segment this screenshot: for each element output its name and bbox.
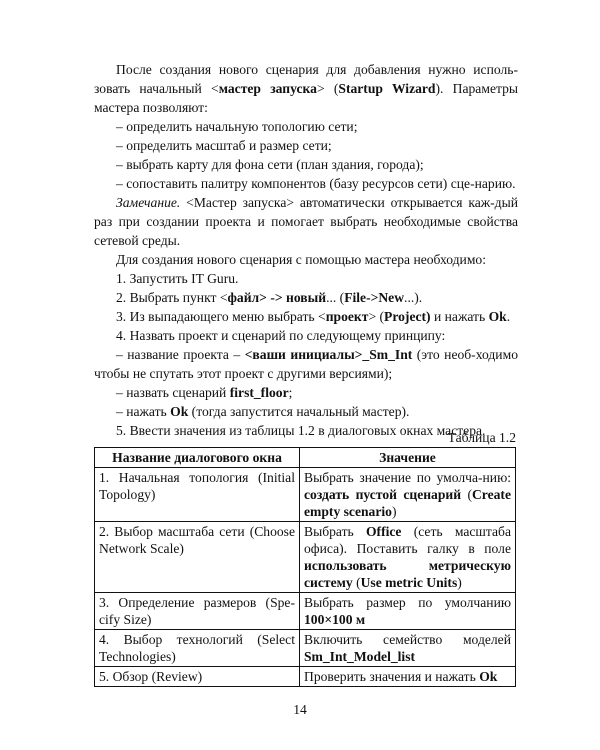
step-2: 2. Выбрать пункт <файл> -> новый... (File->New...). xyxy=(116,290,423,305)
table-cell-value: Включить семейство моделей Sm_Int_Model_list xyxy=(300,630,516,667)
table-header-row xyxy=(95,448,516,468)
table-cell-name: 4. Выбор технологий (Select Technologies) xyxy=(95,630,300,667)
wizard-settings-table xyxy=(94,447,516,687)
steps-intro: Для создания нового сценария с помощью мастера необходимо: xyxy=(116,252,487,267)
step-1: 1. Запустить IT Guru. xyxy=(116,271,239,286)
table-row xyxy=(95,630,516,667)
table-cell-value: Выбрать размер по умолчанию 100×100 м xyxy=(300,593,516,630)
table-cell-name: 3. Определение размеров (Spe-cify Size) xyxy=(95,593,300,630)
note-label: Замечание. xyxy=(116,195,181,210)
column-header: Значение xyxy=(300,448,516,468)
sub-item-press-ok: – нажать Ok (тогда запустится начальный мастер). xyxy=(116,404,410,419)
bullet-item: – выбрать карту для фона сети (план здания, города); xyxy=(116,157,424,172)
bullet-item: – определить масштаб и размер сети; xyxy=(116,138,332,153)
step-5: 5. Ввести значения из таблицы 1.2 в диалоговых окнах мастера. xyxy=(116,423,486,438)
table-row xyxy=(95,593,516,630)
table-cell-value: Выбрать значение по умолча-нию: создать пустой сценарий (Create empty scenario) xyxy=(300,468,516,522)
paragraph-intro: После создания нового сценария для добавления нужно исполь-зовать начальный <мастер запуска> (Startup Wizard). Параметры мастера позволяют: xyxy=(94,62,519,115)
table-cell-value: Проверить значения и нажать Ok xyxy=(300,667,516,687)
table-cell-value: Выбрать Office (сеть масштаба офиса). Поставить галку в поле использовать метрическую систему (Use metric Units) xyxy=(300,522,516,593)
body-text xyxy=(94,60,518,440)
column-header: Название диалогового окна xyxy=(95,448,300,468)
table-caption: Таблица 1.2 xyxy=(447,430,516,445)
step-3: 3. Из выпадающего меню выбрать <проект> (Project) и нажать Ok. xyxy=(116,309,511,324)
note-paragraph: Замечание. <Мастер запуска> автоматически открывается каж-дый раз при создании проекта и помогает выбрать необходимые свойства сетевой среды. xyxy=(94,195,518,248)
page-number: 14 xyxy=(293,702,307,717)
table-row xyxy=(95,667,516,687)
bullet-item: – определить начальную топологию сети; xyxy=(116,119,358,134)
table-cell-name: 1. Начальная топология (Initial Topology) xyxy=(95,468,300,522)
table-row xyxy=(95,468,516,522)
bullet-item: – сопоставить палитру компонентов (базу ресурсов сети) сце-нарию. xyxy=(116,176,516,191)
table-cell-name: 5. Обзор (Review) xyxy=(95,667,300,687)
sub-item-scenario-name: – назвать сценарий first_floor; xyxy=(116,385,293,400)
sub-item-project-name: – название проекта – <ваши инициалы>_Sm_Int (это необ-ходимо чтобы не спутать этот проект с другими версиями); xyxy=(94,347,518,381)
table-cell-name: 2. Выбор масштаба сети (Choose Network Scale) xyxy=(95,522,300,593)
table-row xyxy=(95,522,516,593)
step-4: 4. Назвать проект и сценарий по следующему принципу: xyxy=(116,328,446,343)
